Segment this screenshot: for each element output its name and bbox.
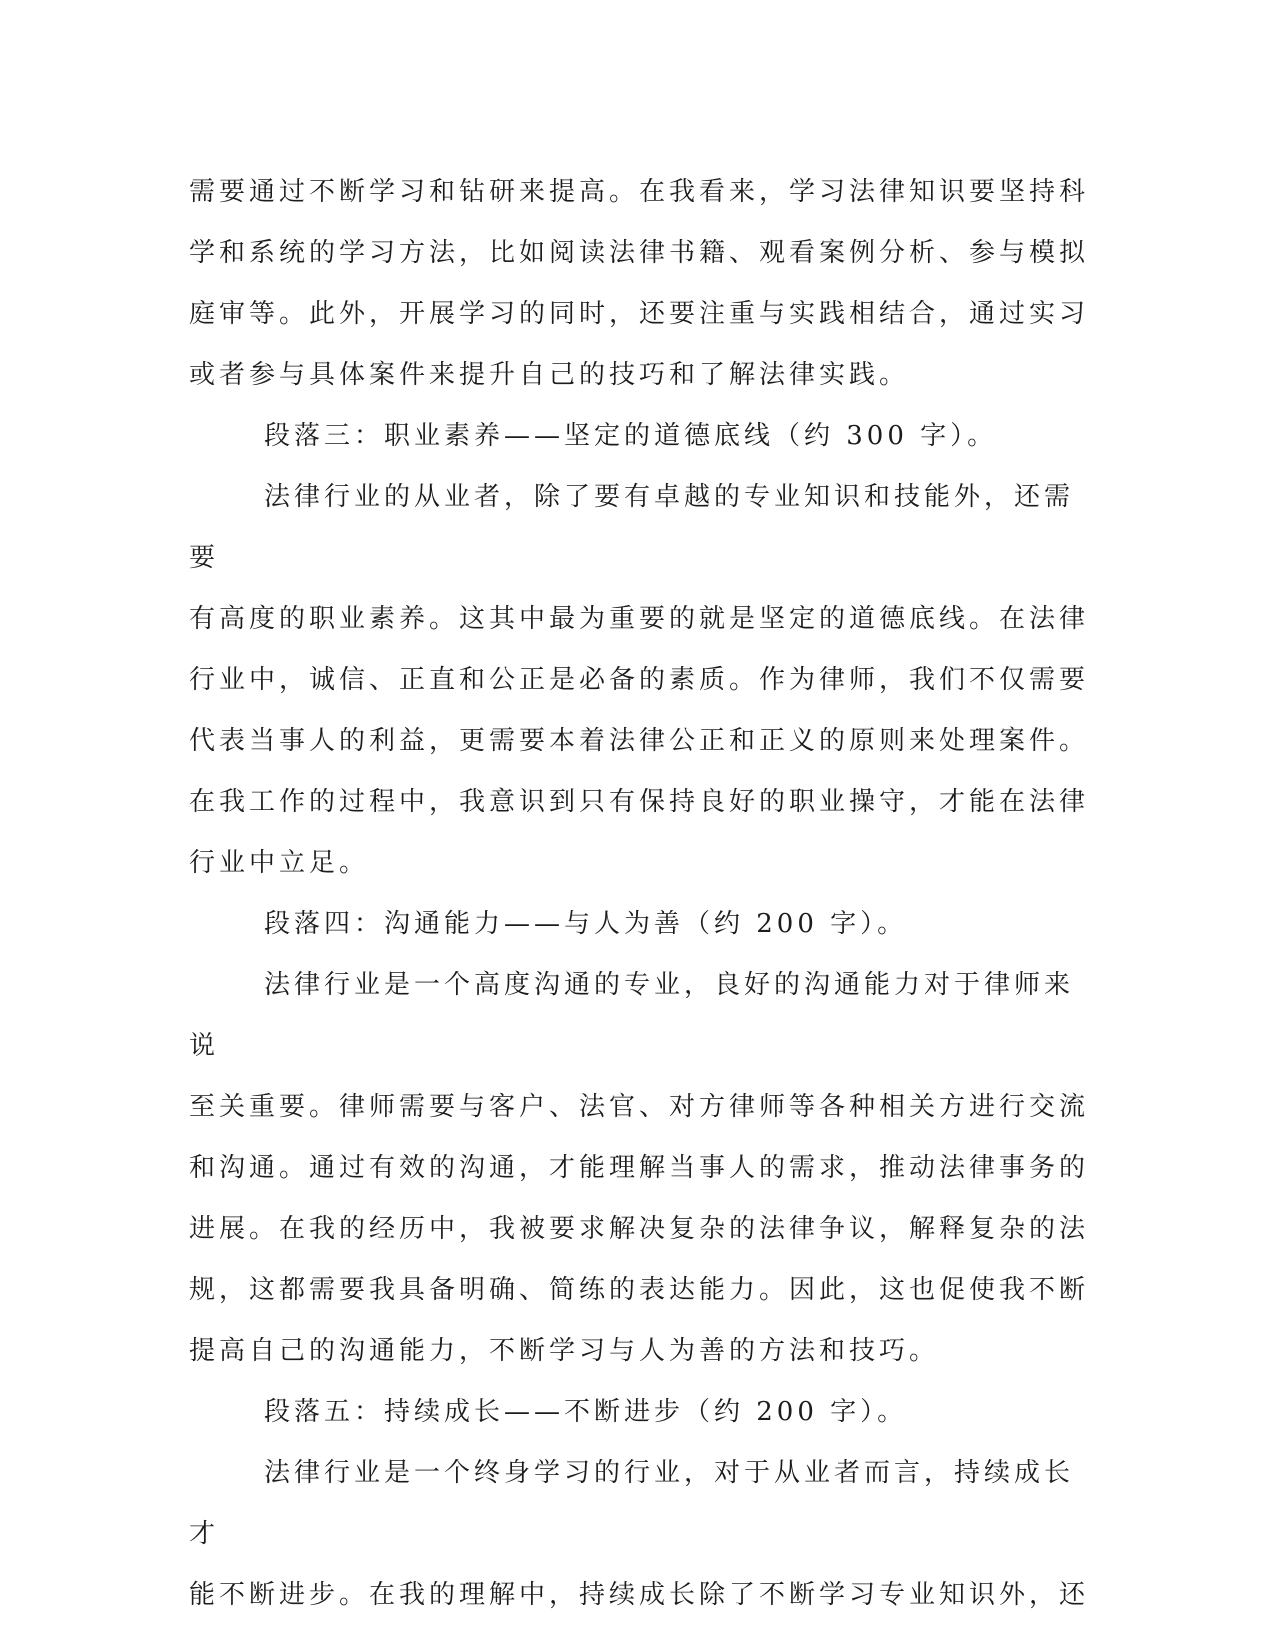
section-heading-4 xyxy=(189,894,1089,955)
text-line: 学和系统的学习方法，比如阅读法律书籍、观看案例分析、参与模拟 xyxy=(189,238,1090,268)
text-line: 在我工作的过程中，我意识到只有保持良好的职业操守，才能在法律 xyxy=(189,787,1090,817)
text-line: 行业中立足。 xyxy=(189,848,370,878)
heading-text: 段落四：沟通能力——与人为善（约 200 字）。 xyxy=(264,909,908,939)
text-line: 有高度的职业素养。这其中最为重要的就是坚定的道德底线。在法律 xyxy=(189,604,1090,634)
text-line: 法律行业是一个高度沟通的专业，良好的沟通能力对于律师来说 xyxy=(189,970,1075,1061)
text-line: 代表当事人的利益，更需要本着法律公正和正义的原则来处理案件。 xyxy=(189,726,1090,756)
text-line: 法律行业是一个终身学习的行业，对于从业者而言，持续成长才 xyxy=(189,1458,1075,1549)
text-line: 法律行业的从业者，除了要有卓越的专业知识和技能外，还需要 xyxy=(189,482,1075,573)
text-line: 或者参与具体案件来提升自己的技巧和了解法律实践。 xyxy=(189,360,910,390)
text-line: 行业中，诚信、正直和公正是必备的素质。作为律师，我们不仅需要 xyxy=(189,665,1090,695)
heading-text: 段落五：持续成长——不断进步（约 200 字）。 xyxy=(264,1397,908,1427)
text-line: 需要通过不断学习和钻研来提高。在我看来，学习法律知识要坚持科 xyxy=(189,177,1090,207)
paragraph-professionalism xyxy=(189,467,1089,894)
text-line: 和沟通。通过有效的沟通，才能理解当事人的需求，推动法律事务的 xyxy=(189,1153,1090,1183)
paragraph-growth xyxy=(189,1443,1089,1626)
document-body xyxy=(189,162,1089,1626)
text-line: 至关重要。律师需要与客户、法官、对方律师等各种相关方进行交流 xyxy=(189,1092,1090,1122)
text-line: 提高自己的沟通能力，不断学习与人为善的方法和技巧。 xyxy=(189,1336,940,1366)
paragraph-continuation xyxy=(189,162,1089,406)
text-line: 进展。在我的经历中，我被要求解决复杂的法律争议，解释复杂的法 xyxy=(189,1214,1090,1244)
section-heading-3 xyxy=(189,406,1089,467)
text-line: 能不断进步。在我的理解中，持续成长除了不断学习专业知识外，还 xyxy=(189,1580,1090,1610)
text-line: 规，这都需要我具备明确、简练的表达能力。因此，这也促使我不断 xyxy=(189,1275,1090,1305)
text-line: 庭审等。此外，开展学习的同时，还要注重与实践相结合，通过实习 xyxy=(189,299,1090,329)
heading-text: 段落三：职业素养——坚定的道德底线（约 300 字）。 xyxy=(264,421,998,451)
paragraph-communication xyxy=(189,955,1089,1382)
section-heading-5 xyxy=(189,1382,1089,1443)
